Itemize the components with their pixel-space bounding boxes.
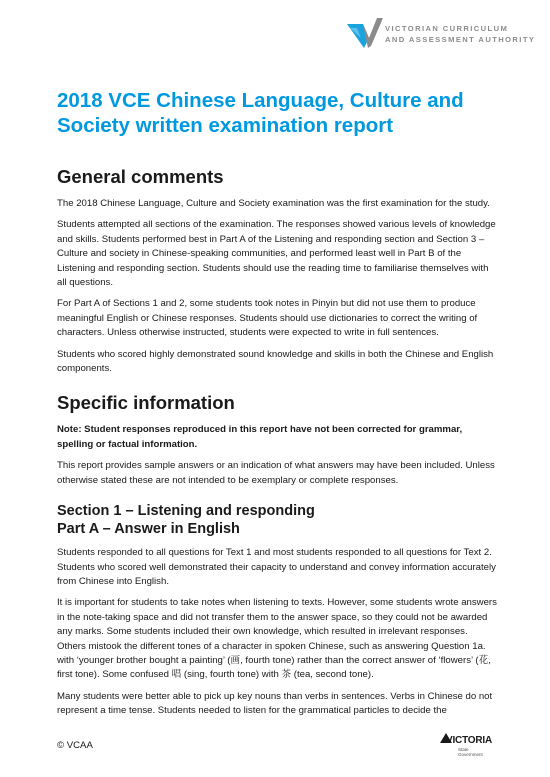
- logo-line-2: AND ASSESSMENT AUTHORITY: [385, 35, 536, 44]
- part-a-heading: Part A – Answer in English: [57, 521, 240, 538]
- vic-sub-line-2: Government: [458, 752, 483, 757]
- section-1-paragraph-2: It is important for students to take notes when listening to texts. However, some students wrote answers in the note-taking space and did not transfer them to the answer space, so they could not be awarded any marks. Some students included their own knowledge, which resulted in irrelevant responses. Others mistook the different tones of a character in spoken Chinese, such as answering Question 1a. with ‘younger brother bought a painting’ (画, fourth tone) rather than the correct answer of ‘flowers’ (花, first tone). Some confused 唱 (sing, fourth tone) with 茶 (tea, second tone).: [57, 597, 497, 681]
- general-paragraph-3: For Part A of Sections 1 and 2, some students took notes in Pinyin but did not use them to produce meaningful English or Chinese responses. Students should use dictionaries to correct the writing of characters. Unless otherwise instructed, students were expected to write in full sentences.: [57, 298, 478, 339]
- general-comments-heading: General comments: [57, 166, 224, 187]
- general-paragraph-2: Students attempted all sections of the examination. The responses showed various levels of knowledge and skills. Students performed best in Part A of the Listening and responding section and Section 3 – Culture and society in Chinese-speaking communities, and performed least well in Part B of the Listening and responding section. Students should use the reading time to familiarise themselves with all questions.: [57, 219, 496, 289]
- vcaa-logo-text: [385, 23, 535, 45]
- victoria-word: VICTORIA: [446, 735, 492, 746]
- vcaa-logo-mark: [347, 18, 383, 52]
- logo-line-1: VICTORIAN CURRICULUM: [385, 24, 509, 33]
- victoria-state-government-logo: [440, 735, 498, 759]
- general-paragraph-4: Students who scored highly demonstrated sound knowledge and skills in both the Chinese and English components.: [57, 348, 494, 375]
- specific-note: Note: Student responses reproduced in this report have not been corrected for grammar, spelling or factual information.: [57, 424, 463, 450]
- vic-sub-line-1: State: [458, 747, 469, 752]
- page-title: 2018 VCE Chinese Language, Culture and Society written examination report: [57, 89, 464, 137]
- specific-paragraph-1: This report provides sample answers or an indication of what answers may have been included. Unless otherwise stated these are not intended to be exemplary or complete responses.: [57, 460, 495, 486]
- report-body: [57, 88, 497, 719]
- section-1-paragraph-3: Many students were better able to pick up key nouns than verbs in sentences. Verbs in Chinese do not represent a time tense. Students needed to listen for the grammatical particles to decide the: [57, 690, 493, 717]
- victoria-subtext: [458, 747, 483, 757]
- section-1-heading: Section 1 – Listening and responding: [57, 503, 315, 520]
- specific-information-heading: Specific information: [57, 392, 235, 414]
- general-paragraph-1: The 2018 Chinese Language, Culture and Society examination was the first examination for the study.: [57, 198, 490, 209]
- footer-copyright: © VCAA: [57, 740, 93, 751]
- vcaa-logo: [347, 18, 537, 52]
- section-1-paragraph-1: Students responded to all questions for Text 1 and most students responded to all questions for Text 2. Students who scored well demonstrated their capacity to understand and convey information accurately from Chinese into English.: [57, 547, 496, 587]
